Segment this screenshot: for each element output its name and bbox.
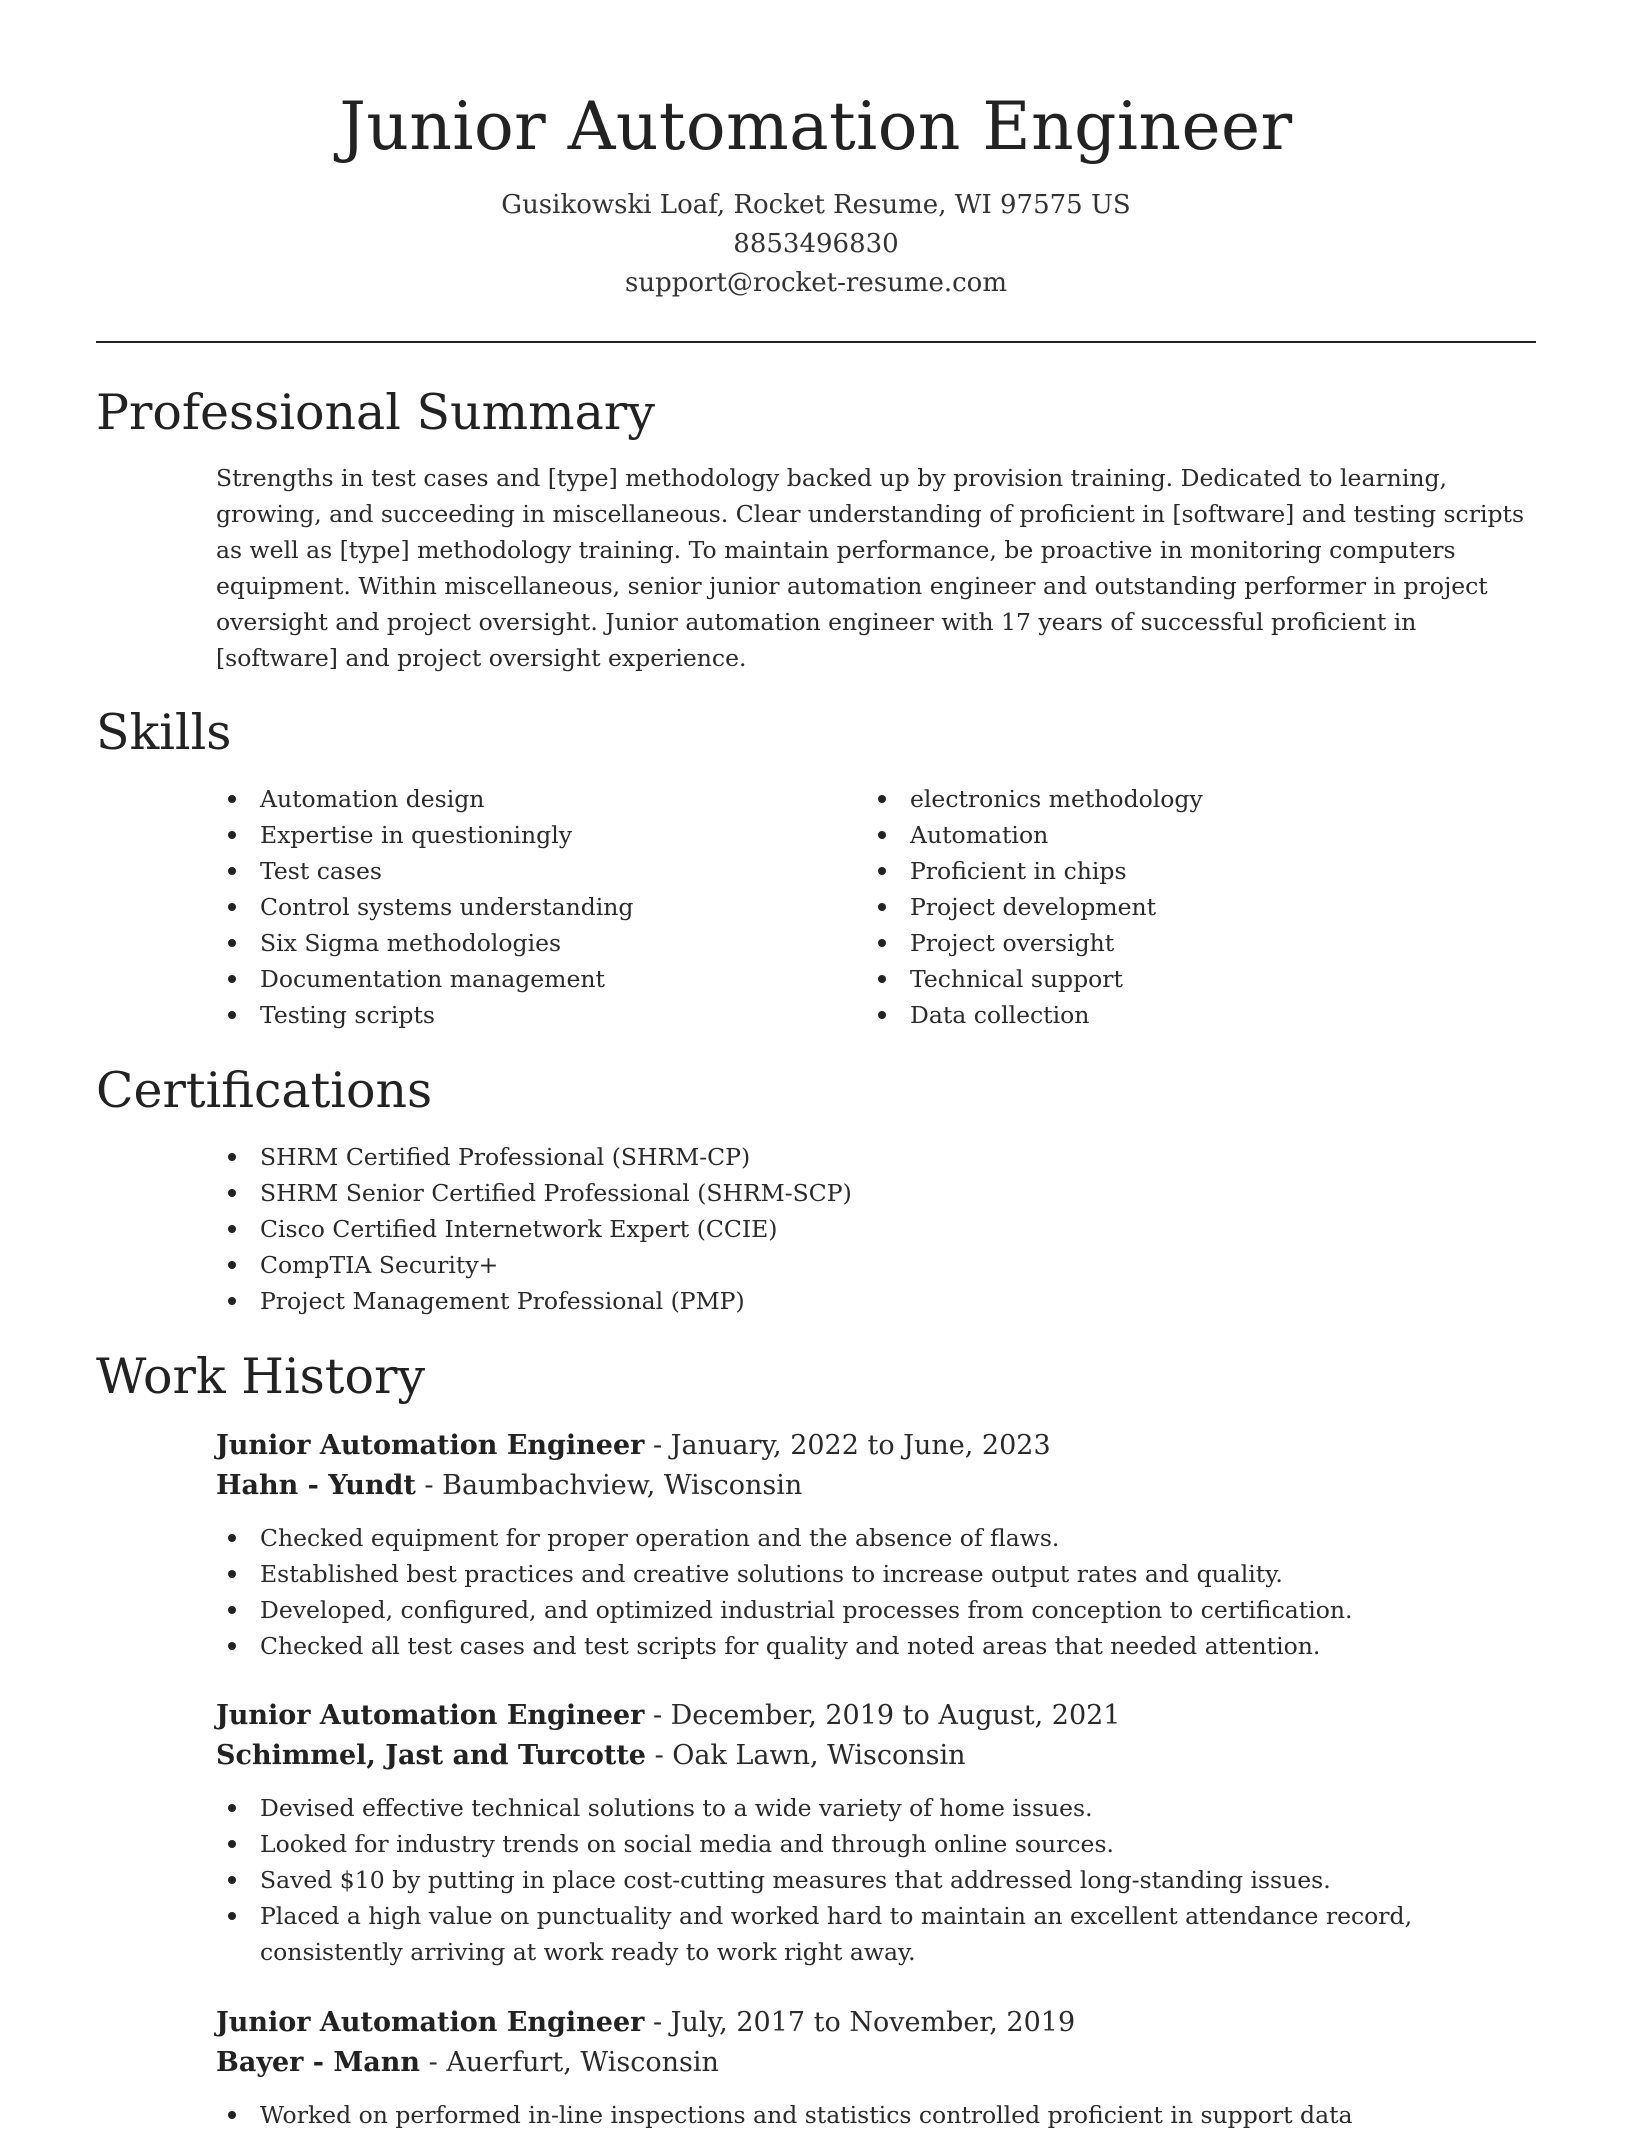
- job-bullets: [216, 1520, 1532, 1664]
- skill-item: Automation design: [216, 781, 816, 817]
- skill-item: electronics methodology: [866, 781, 1466, 817]
- job-company: Hahn - Yundt: [216, 1470, 416, 1501]
- summary-text: Strengths in test cases and [type] methodology backed up by provision training. Dedicated to learning, growing, and succeeding in miscellaneous. Clear understanding of proficient in [software] and testing scripts as well as [type] methodology training. To maintain performance, be proactive in monitoring computers equipment. Within miscellaneous, senior junior automation engineer and outstanding performer in project oversight and project oversight. Junior automation engineer with 17 years of successful proficient in [software] and project oversight experience.: [216, 464, 1525, 672]
- job-dates: - December, 2019 to August, 2021: [644, 1700, 1121, 1731]
- skill-item: Technical support: [866, 961, 1466, 997]
- section-title-certifications: Certifications: [96, 1062, 433, 1119]
- job-entry: [216, 2003, 1532, 2133]
- job-company-line: [216, 1736, 1532, 1776]
- skill-item: Proficient in chips: [866, 853, 1466, 889]
- job-dates: - January, 2022 to June, 2023: [644, 1430, 1051, 1461]
- job-title-line: [216, 1696, 1532, 1736]
- skills-list-left: [216, 781, 816, 1033]
- job-bullet: Worked on performed in-line inspections and statistics controlled proficient in support data: [216, 2097, 1532, 2133]
- job-title: Junior Automation Engineer: [216, 1430, 645, 1461]
- job-bullet: Established best practices and creative solutions to increase output rates and quality.: [216, 1556, 1532, 1592]
- job-bullets: [216, 2097, 1532, 2133]
- job-dates: - July, 2017 to November, 2019: [644, 2007, 1076, 2038]
- contact-email: support@rocket-resume.com: [624, 268, 1007, 298]
- contact-address: Gusikowski Loaf, Rocket Resume, WI 97575 US: [501, 190, 1131, 220]
- job-company: Bayer - Mann: [216, 2047, 421, 2078]
- candidate-title: Junior Automation Engineer: [339, 88, 1293, 165]
- job-entry: [216, 1696, 1532, 1970]
- skill-item: Test cases: [216, 853, 816, 889]
- resume-header: [0, 0, 1632, 303]
- contact-block: [0, 186, 1632, 303]
- skill-item: Expertise in questioningly: [216, 817, 816, 853]
- job-bullet: Saved $10 by putting in place cost-cutting measures that addressed long-standing issues.: [216, 1862, 1532, 1898]
- job-title: Junior Automation Engineer: [216, 2007, 645, 2038]
- skill-item: Testing scripts: [216, 997, 816, 1033]
- certification-item: CompTIA Security+: [216, 1247, 1416, 1283]
- contact-phone: 8853496830: [733, 229, 899, 259]
- job-bullet: Devised effective technical solutions to a wide variety of home issues.: [216, 1790, 1532, 1826]
- skills-list-right: [866, 781, 1466, 1033]
- job-title-line: [216, 1426, 1532, 1466]
- job-company-line: [216, 2043, 1532, 2083]
- job-location: - Baumbachview, Wisconsin: [415, 1470, 803, 1501]
- header-divider: [96, 341, 1536, 343]
- job-bullet: Checked equipment for proper operation and the absence of flaws.: [216, 1520, 1532, 1556]
- certification-item: Project Management Professional (PMP): [216, 1283, 1416, 1319]
- job-title: Junior Automation Engineer: [216, 1700, 645, 1731]
- skill-item: Data collection: [866, 997, 1466, 1033]
- job-title-line: [216, 2003, 1532, 2043]
- skill-item: Project development: [866, 889, 1466, 925]
- job-bullet: Placed a high value on punctuality and worked hard to maintain an excellent attendance record, consistently arriving at work ready to work right away.: [216, 1898, 1532, 1970]
- job-location: - Auerfurt, Wisconsin: [420, 2047, 719, 2078]
- skill-item: Project oversight: [866, 925, 1466, 961]
- skill-item: Automation: [866, 817, 1466, 853]
- job-bullet: Checked all test cases and test scripts for quality and noted areas that needed attention.: [216, 1628, 1532, 1664]
- skill-item: Documentation management: [216, 961, 816, 997]
- job-bullets: [216, 1790, 1532, 1970]
- job-entry: [216, 1426, 1532, 1664]
- certifications-list: [216, 1139, 1416, 1319]
- certification-item: SHRM Senior Certified Professional (SHRM-SCP): [216, 1175, 1416, 1211]
- job-company: Schimmel, Jast and Turcotte: [216, 1740, 646, 1771]
- section-title-summary: Professional Summary: [96, 384, 655, 441]
- certification-item: Cisco Certified Internetwork Expert (CCIE): [216, 1211, 1416, 1247]
- job-bullet: Looked for industry trends on social media and through online sources.: [216, 1826, 1532, 1862]
- section-title-skills: Skills: [96, 704, 232, 761]
- section-title-work-history: Work History: [96, 1348, 426, 1405]
- job-company-line: [216, 1466, 1532, 1506]
- job-bullet: Developed, configured, and optimized industrial processes from conception to certification.: [216, 1592, 1532, 1628]
- certification-item: SHRM Certified Professional (SHRM-CP): [216, 1139, 1416, 1175]
- skill-item: Six Sigma methodologies: [216, 925, 816, 961]
- job-location: - Oak Lawn, Wisconsin: [645, 1740, 966, 1771]
- skill-item: Control systems understanding: [216, 889, 816, 925]
